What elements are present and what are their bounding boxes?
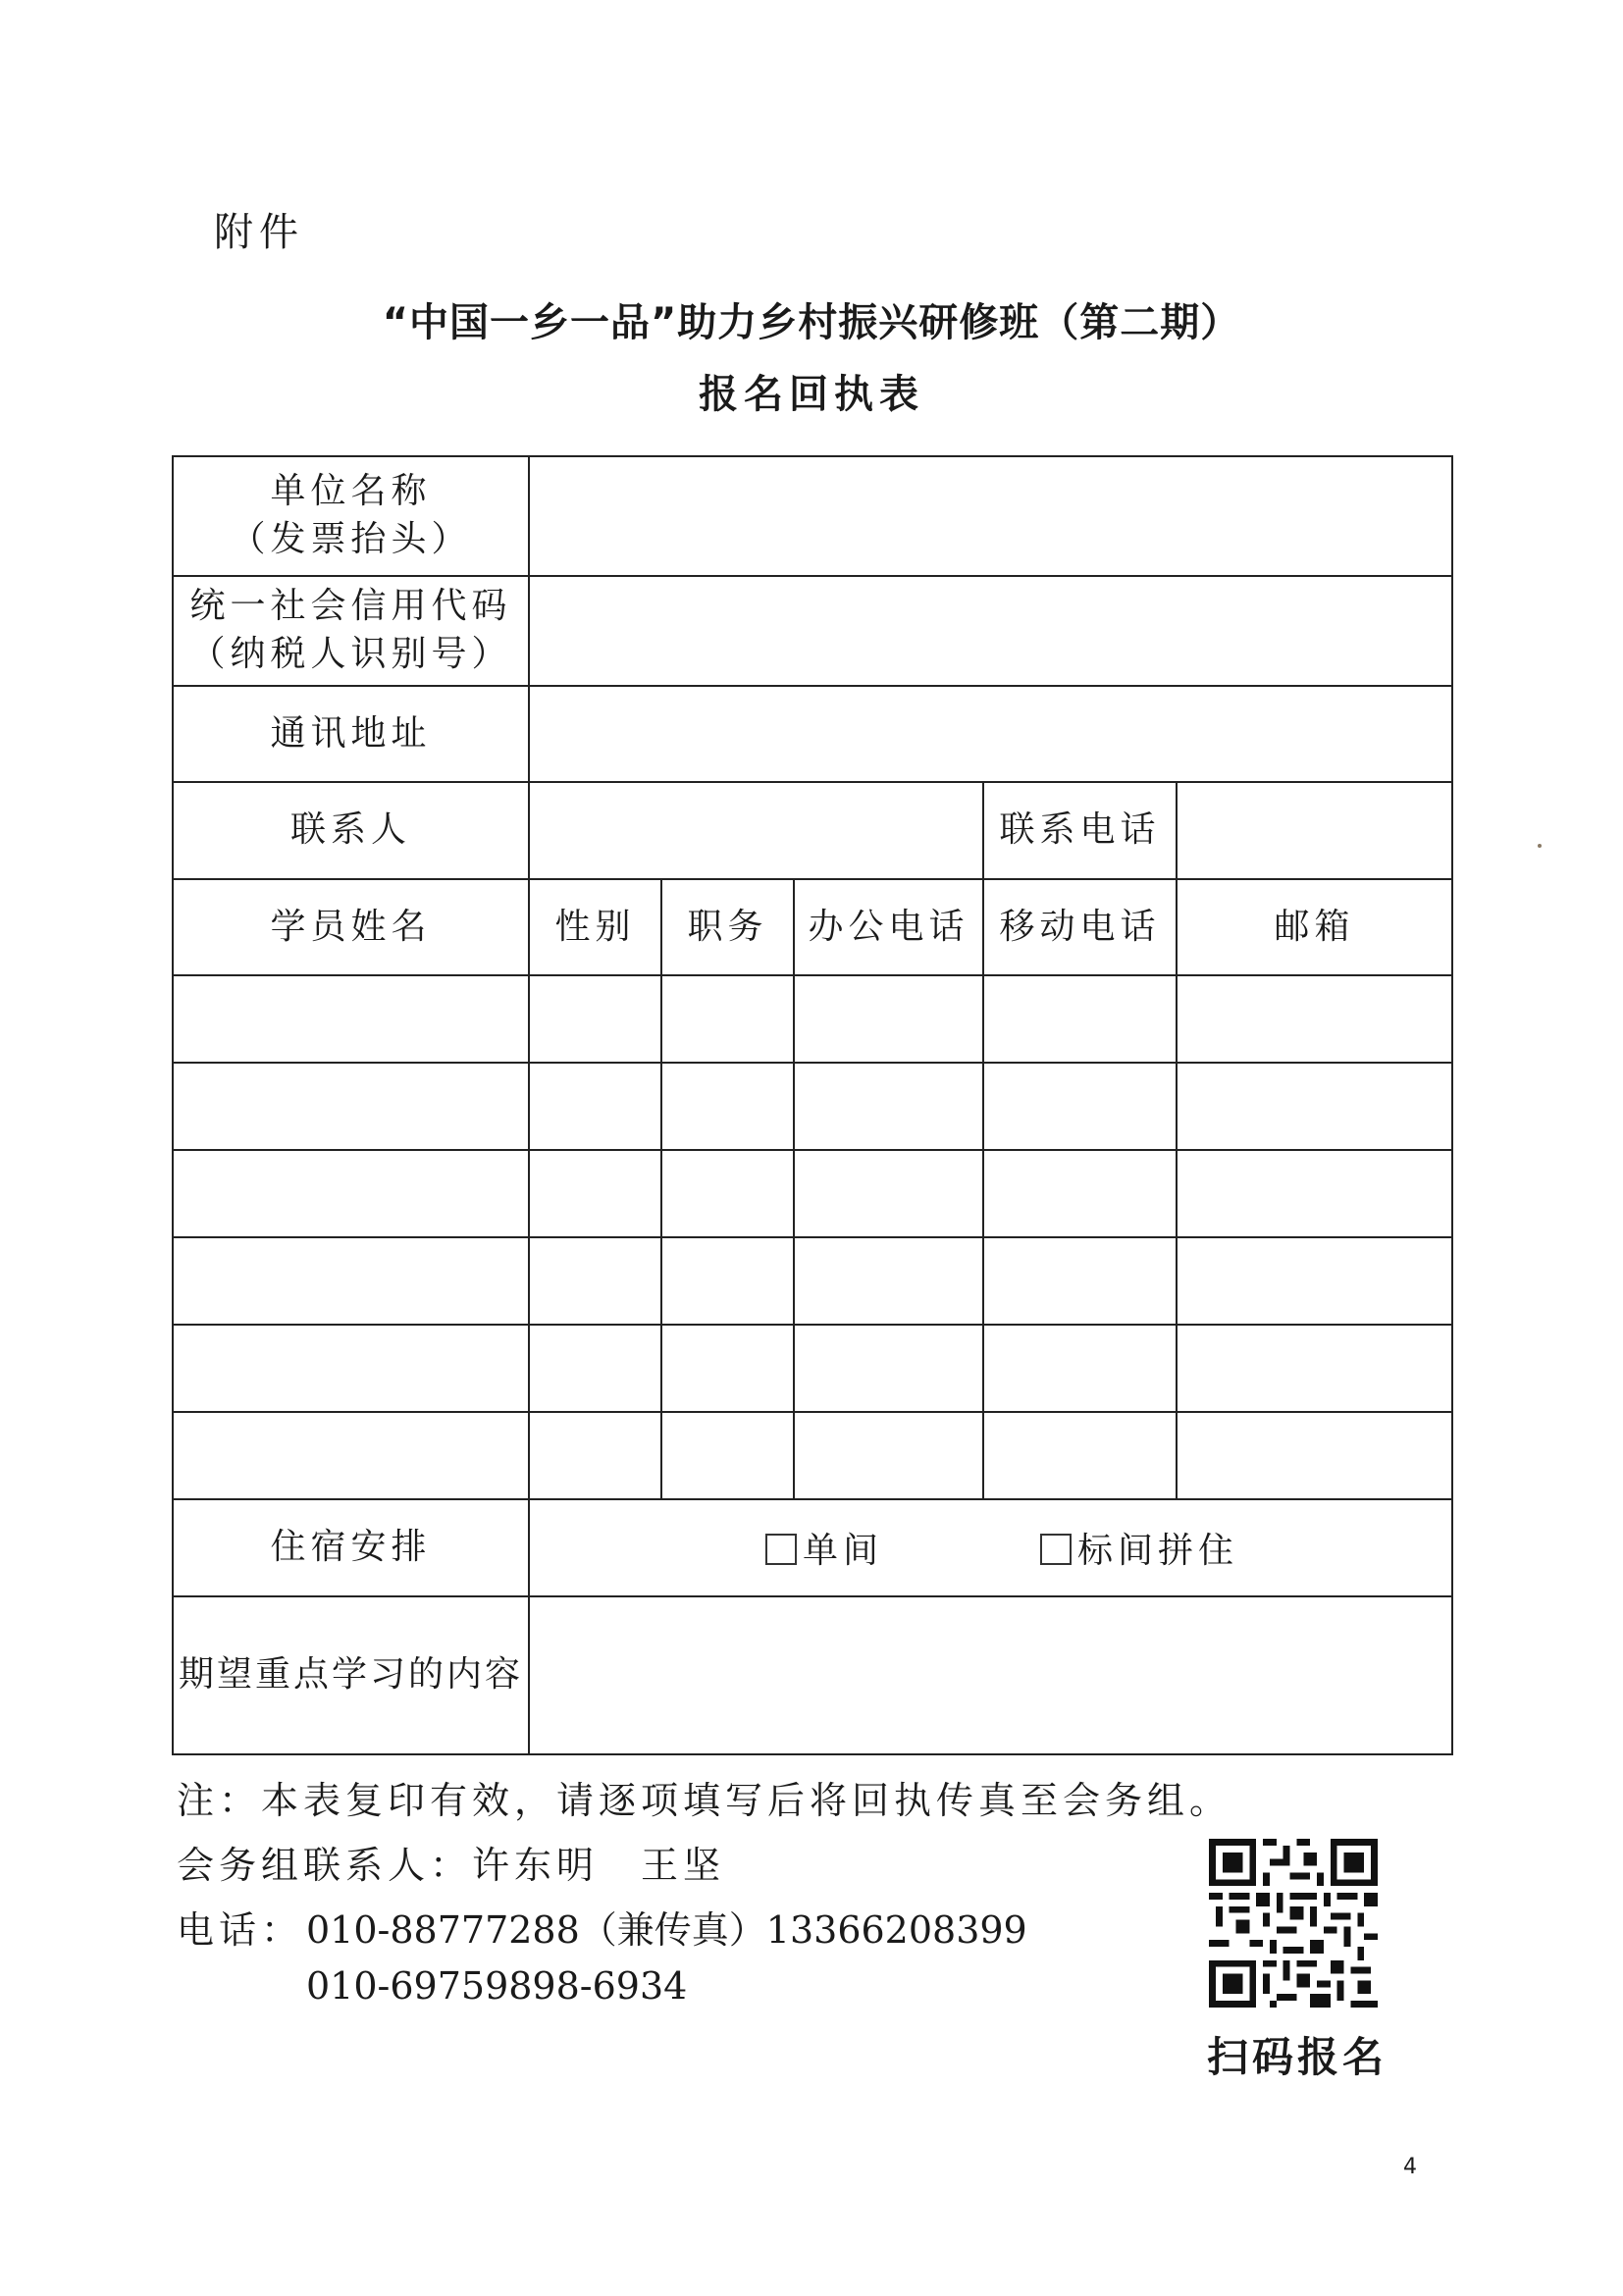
contact-label: 联系人: [173, 782, 529, 879]
trainee-email-cell[interactable]: [1177, 975, 1452, 1063]
trainee-name-cell[interactable]: [173, 1237, 529, 1325]
credit-code-label: 统一社会信用代码: [189, 586, 512, 627]
trainee-name-cell[interactable]: [173, 1412, 529, 1499]
trainee-mobile-phone-cell[interactable]: [983, 1063, 1177, 1150]
trainee-gender-cell[interactable]: [529, 1063, 661, 1150]
trainee-row: [173, 1150, 1452, 1237]
single-room-option[interactable]: [765, 1528, 883, 1576]
trainee-gender-cell[interactable]: [529, 1412, 661, 1499]
credit-code-row: [173, 576, 1452, 686]
trainee-name-cell[interactable]: [173, 1150, 529, 1237]
trainee-email-cell[interactable]: [1177, 1325, 1452, 1412]
org-name-label: 单位名称: [270, 471, 432, 512]
phone-number-1: 010-88777288（兼传真）13366208399: [306, 1908, 1027, 1952]
page-number: 4: [1403, 2155, 1417, 2179]
trainee-row: [173, 1412, 1452, 1499]
column-header-name: 学员姓名: [173, 879, 529, 975]
trainee-gender-cell[interactable]: [529, 1325, 661, 1412]
trainee-email-cell[interactable]: [1177, 1150, 1452, 1237]
trainee-row: [173, 1063, 1452, 1150]
trainee-mobile-phone-cell[interactable]: [983, 1150, 1177, 1237]
column-header-email: 邮箱: [1177, 879, 1452, 975]
org-name-field[interactable]: [529, 456, 1452, 576]
study-content-label: 期望重点学习的内容: [173, 1596, 529, 1754]
registration-form-table: [172, 455, 1453, 1755]
trainee-position-cell[interactable]: [661, 1325, 794, 1412]
trainee-position-cell[interactable]: [661, 975, 794, 1063]
accommodation-label: 住宿安排: [173, 1499, 529, 1596]
trainee-email-cell[interactable]: [1177, 1237, 1452, 1325]
contact-phone-label: 联系电话: [983, 782, 1177, 879]
trainee-name-cell[interactable]: [173, 1325, 529, 1412]
study-content-field[interactable]: [529, 1596, 1452, 1754]
qr-code-icon: [1209, 1839, 1378, 2008]
phone-label: 电话：: [177, 1908, 304, 1952]
study-content-row: [173, 1596, 1452, 1754]
checkbox-icon[interactable]: [1040, 1534, 1072, 1565]
address-row: [173, 686, 1452, 782]
form-note: 注：本表复印有效，请逐项填写后将回执传真至会务组。: [177, 1779, 1232, 1822]
shared-room-label: 标间拼住: [1077, 1531, 1239, 1571]
trainee-office-phone-cell[interactable]: [794, 1412, 983, 1499]
contact-field[interactable]: [529, 782, 983, 879]
trainee-mobile-phone-cell[interactable]: [983, 1325, 1177, 1412]
trainee-row: [173, 1237, 1452, 1325]
trainee-row: [173, 1325, 1452, 1412]
contact-row: [173, 782, 1452, 879]
staff-contacts: 会务组联系人：许东明 王坚: [177, 1844, 726, 1887]
trainee-mobile-phone-cell[interactable]: [983, 1412, 1177, 1499]
accommodation-row: [173, 1499, 1452, 1596]
trainee-position-cell[interactable]: [661, 1063, 794, 1150]
contact-phone-field[interactable]: [1177, 782, 1452, 879]
column-header-office-phone: 办公电话: [794, 879, 983, 975]
trainee-email-cell[interactable]: [1177, 1412, 1452, 1499]
trainee-position-cell[interactable]: [661, 1237, 794, 1325]
address-label: 通讯地址: [173, 686, 529, 782]
trainee-office-phone-cell[interactable]: [794, 1150, 983, 1237]
shared-room-option[interactable]: [1040, 1528, 1238, 1576]
credit-code-field[interactable]: [529, 576, 1452, 686]
org-name-label-cell: [173, 456, 529, 576]
document-title: “中国一乡一品”助力乡村振兴研修班（第二期）: [382, 300, 1241, 345]
trainee-email-cell[interactable]: [1177, 1063, 1452, 1150]
single-room-label: 单间: [803, 1531, 884, 1571]
address-field[interactable]: [529, 686, 1452, 782]
document-subtitle: 报名回执表: [699, 372, 924, 417]
trainee-mobile-phone-cell[interactable]: [983, 975, 1177, 1063]
trainee-row: [173, 975, 1452, 1063]
invoice-header-label: （发票抬头）: [230, 519, 472, 559]
checkbox-icon[interactable]: [765, 1534, 797, 1565]
phone-number-2: 010-69759898-6934: [306, 1964, 688, 2008]
trainee-gender-cell[interactable]: [529, 975, 661, 1063]
trainee-gender-cell[interactable]: [529, 1150, 661, 1237]
trainee-mobile-phone-cell[interactable]: [983, 1237, 1177, 1325]
trainee-name-cell[interactable]: [173, 975, 529, 1063]
trainee-gender-cell[interactable]: [529, 1237, 661, 1325]
trainee-position-cell[interactable]: [661, 1412, 794, 1499]
column-header-position: 职务: [661, 879, 794, 975]
org-name-row: [173, 456, 1452, 576]
column-header-row: [173, 879, 1452, 975]
trainee-office-phone-cell[interactable]: [794, 1325, 983, 1412]
trainee-name-cell[interactable]: [173, 1063, 529, 1150]
accommodation-options-cell: [529, 1499, 1452, 1596]
credit-code-label-cell: [173, 576, 529, 686]
column-header-gender: 性别: [529, 879, 661, 975]
trainee-office-phone-cell[interactable]: [794, 975, 983, 1063]
column-header-mobile-phone: 移动电话: [983, 879, 1177, 975]
trainee-office-phone-cell[interactable]: [794, 1063, 983, 1150]
taxpayer-id-label: （纳税人识别号）: [189, 634, 512, 674]
scan-speck: [1538, 844, 1542, 848]
trainee-office-phone-cell[interactable]: [794, 1237, 983, 1325]
trainee-position-cell[interactable]: [661, 1150, 794, 1237]
attachment-label: 附件: [214, 210, 304, 255]
qr-caption: 扫码报名: [1207, 2033, 1388, 2081]
